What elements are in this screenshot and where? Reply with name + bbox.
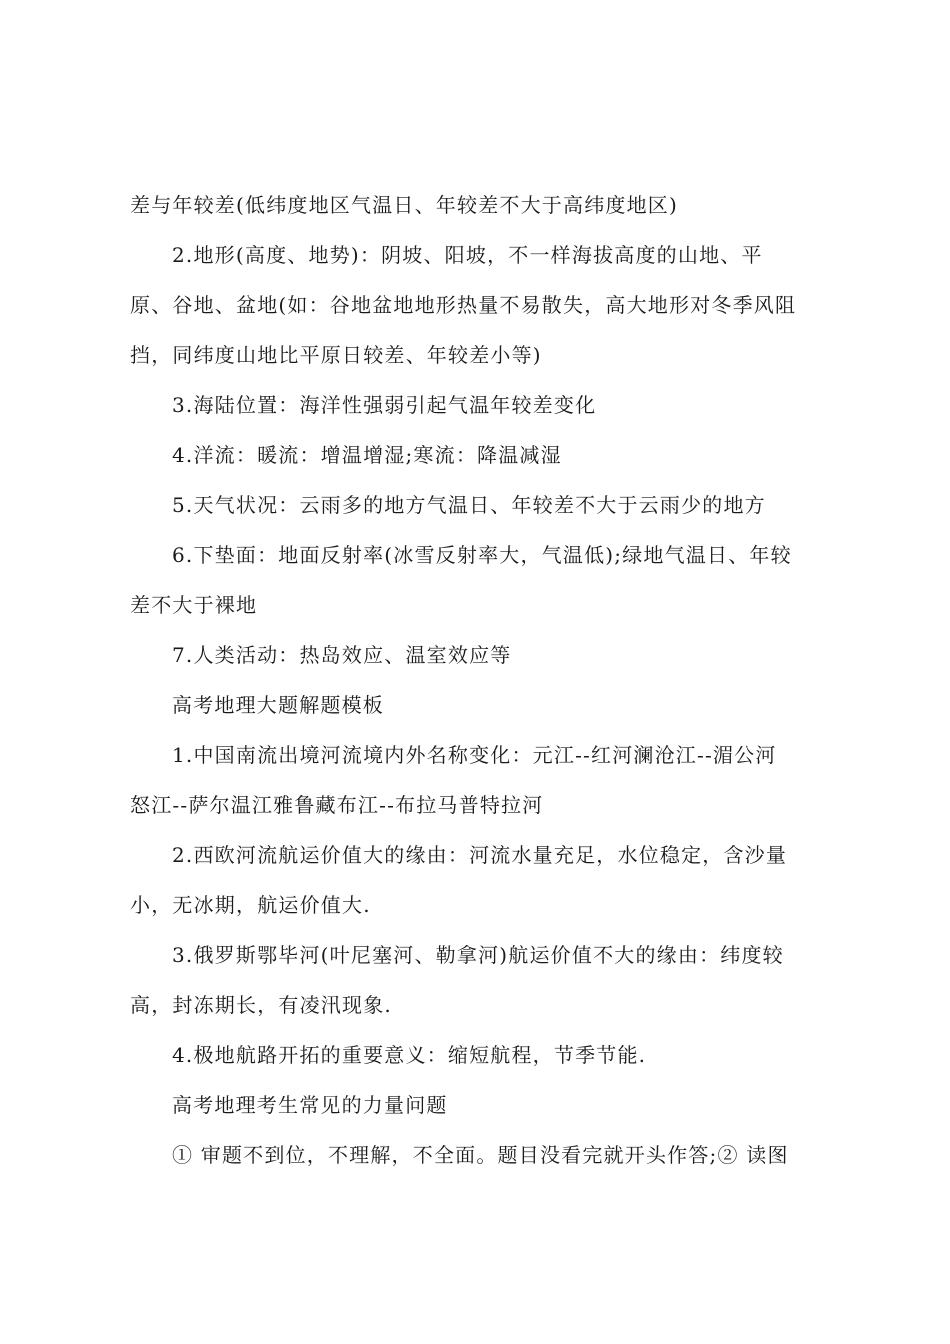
section-heading: 高考地理考生常见的力量问题 bbox=[172, 1093, 448, 1117]
paragraph-line: 差与年较差(低纬度地区气温日、年较差不大于高纬度地区) bbox=[130, 193, 679, 217]
paragraph-line: 5.天气状况：云雨多的地方气温日、年较差不大于云雨少的地方 bbox=[172, 493, 766, 517]
paragraph-line: ① 审题不到位，不理解，不全面。题目没看完就开头作答;② 读图 bbox=[172, 1143, 789, 1167]
paragraph-line: 4.极地航路开拓的重要意义：缩短航程，节季节能. bbox=[172, 1043, 647, 1067]
paragraph-line: 2.地形(高度、地势)：阴坡、阳坡，不一样海拔高度的山地、平 bbox=[172, 243, 763, 267]
paragraph-line: 高，封冻期长，有凌汛现象. bbox=[130, 993, 392, 1017]
paragraph-line: 差不大于裸地 bbox=[130, 593, 258, 617]
section-heading: 高考地理大题解题模板 bbox=[172, 693, 384, 717]
paragraph-line: 3.海陆位置：海洋性强弱引起气温年较差变化 bbox=[172, 393, 597, 417]
paragraph-line: 挡，同纬度山地比平原日较差、年较差小等) bbox=[130, 343, 542, 367]
paragraph-line: 7.人类活动：热岛效应、温室效应等 bbox=[172, 643, 512, 667]
paragraph-line: 6.下垫面：地面反射率(冰雪反射率大，气温低);绿地气温日、年较 bbox=[172, 543, 792, 567]
paragraph-line: 1.中国南流出境河流境内外名称变化：元江--红河澜沧江--湄公河 bbox=[172, 743, 777, 767]
paragraph-line: 3.俄罗斯鄂毕河(叶尼塞河、勒拿河)航运价值不大的缘由：纬度较 bbox=[172, 943, 784, 967]
paragraph-line: 2.西欧河流航运价值大的缘由：河流水量充足，水位稳定，含沙量 bbox=[172, 843, 788, 867]
paragraph-line: 怒江--萨尔温江雅鲁藏布江--布拉马普特拉河 bbox=[130, 793, 544, 817]
paragraph-line: 原、谷地、盆地(如：谷地盆地地形热量不易散失，高大地形对冬季风阻 bbox=[130, 293, 797, 317]
paragraph-line: 4.洋流：暖流：增温增湿;寒流：降温减湿 bbox=[172, 443, 562, 467]
paragraph-line: 小，无冰期，航运价值大. bbox=[130, 893, 371, 917]
